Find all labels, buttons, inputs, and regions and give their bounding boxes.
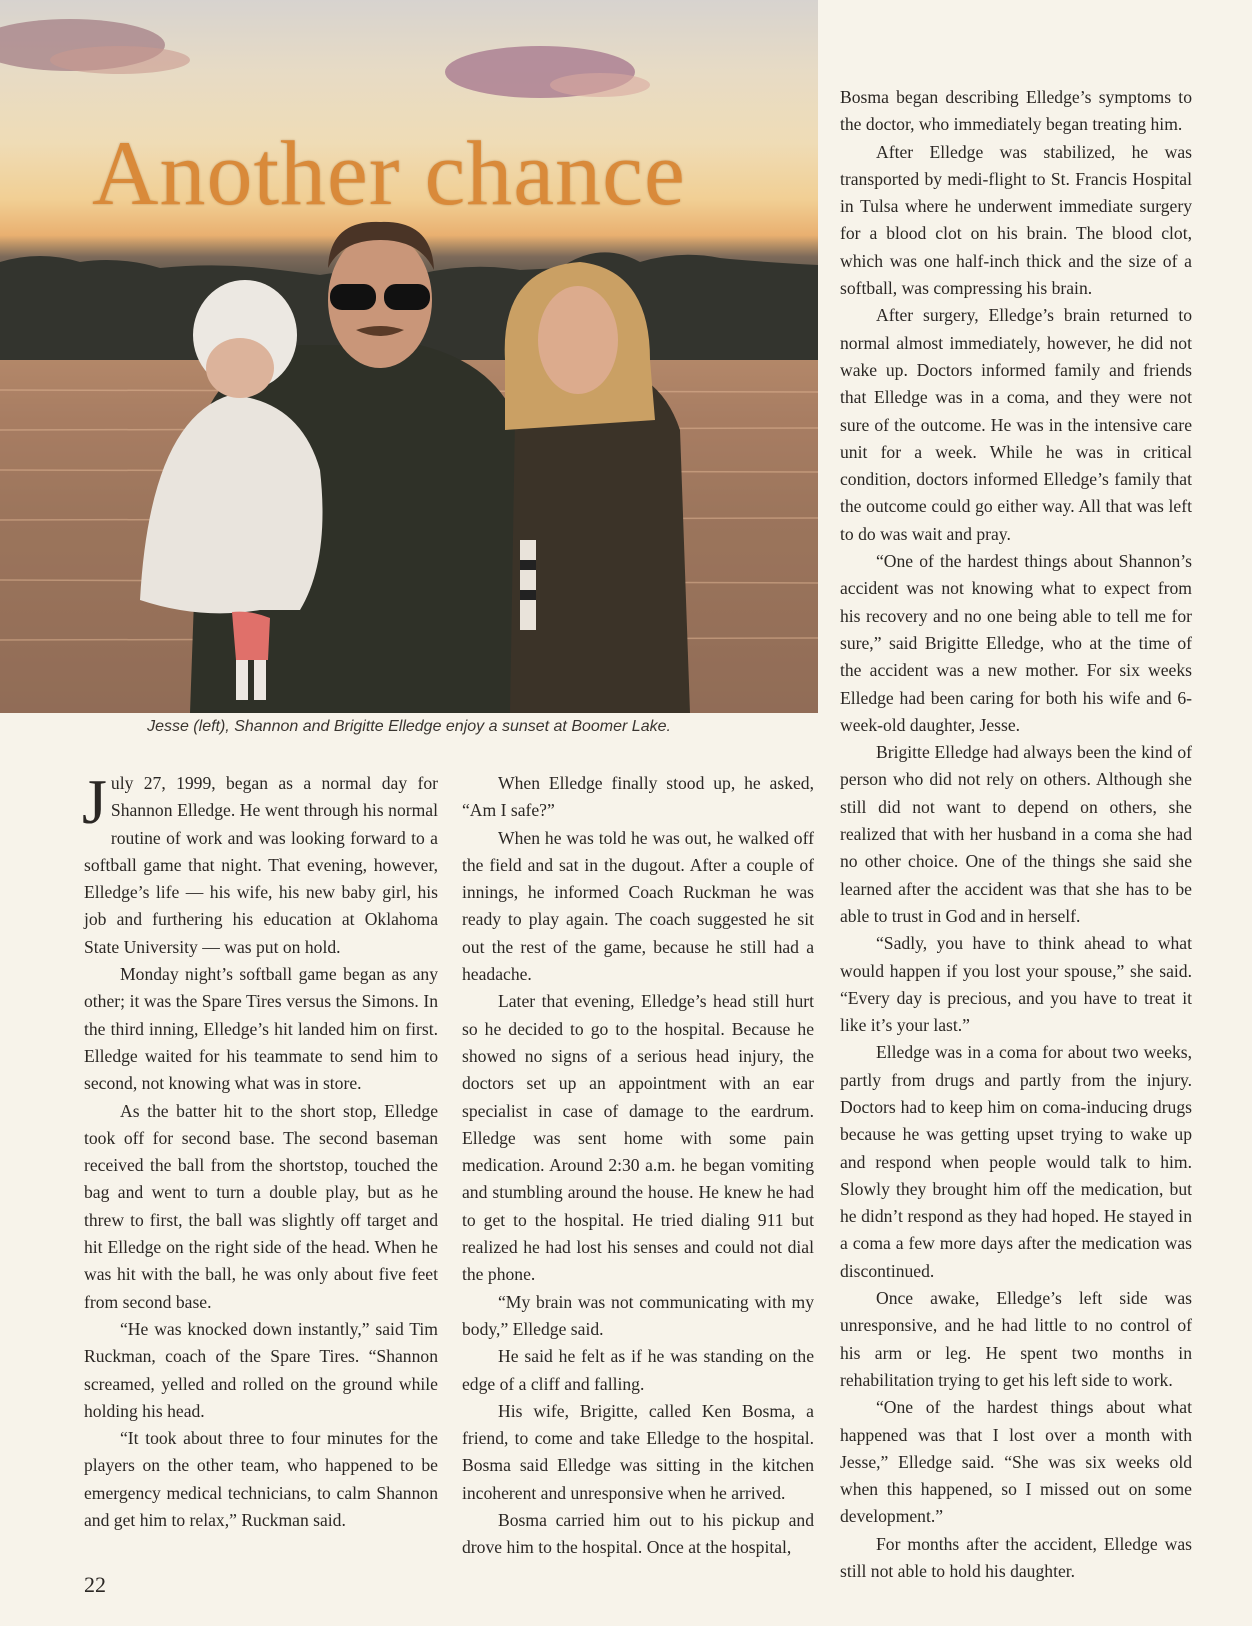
scarf-stripes bbox=[520, 540, 536, 630]
article-paragraph: July 27, 1999, began as a normal day for Shannon Elledge. He went through his normal routine of work and was looking forward to a softball game that night. That evening, however, Elledge’s life — his wife, his new baby girl, his job and furthering his education at Oklahoma State University — was put on hold. bbox=[82, 766, 438, 957]
article-paragraph: His wife, Brigitte, called Ken Bosma, a friend, to come and take Elledge to the hospital. Bosma said Elledge was sitting in the kitchen incoherent and unresponsive when he arrived. bbox=[462, 1400, 814, 1503]
article-paragraph: Once awake, Elledge’s left side was unresponsive, and he had little to no control of his arm or leg. He spent two months in rehabilitation trying to get his left side to work. bbox=[840, 1288, 1192, 1390]
article-paragraph: Monday night’s softball game began as any other; it was the Spare Tires versus the Simons. In the third inning, Elledge’s hit landed him on first. Elledge waited for his teammate to send him to second, not knowing what was in store. bbox=[84, 964, 438, 1094]
baby-leggings bbox=[232, 612, 270, 660]
article-paragraph: Bosma began describing Elledge’s symptoms to the doctor, who immediately began treating him. bbox=[840, 87, 1192, 135]
article-paragraph: Later that evening, Elledge’s head still hurt so he decided to go to the hospital. Because he showed no signs of a serious head injury, the doctors set up an appointment with an ear specialist in case of damage to the eardrum. Elledge was sent home with some pain medication. Around 2:30 a.m. he began vomiting and stumbling around the house. He knew he had to get to the hospital. He tried dialing 911 but realized he had lost his senses and could not dial the phone. bbox=[462, 991, 814, 1285]
cloud bbox=[550, 73, 650, 97]
article-title: Another chance bbox=[92, 122, 686, 224]
cloud bbox=[50, 46, 190, 74]
sunset-photo-illustration bbox=[0, 0, 818, 713]
article-paragraph: Brigitte Elledge had always been the kind of person who did not rely on others. Although she still did not want to depend on others, she realized that with her husband in a coma she had no other choice. One of the things she said she learned after the accident was that she has to be able to trust in God and in herself. bbox=[840, 742, 1192, 926]
baby-face bbox=[206, 338, 274, 398]
article-paragraph: He said he felt as if he was standing on the edge of a cliff and falling. bbox=[462, 1346, 814, 1394]
article-paragraph: As the batter hit to the short stop, Elledge took off for second base. The second baseman received the ball from the shortstop, touched the bag and went to turn a double play, but as he threw to first, the ball was slightly off target and hit Elledge on the right side of the head. When he was hit with the ball, he was only about five feet from second base. bbox=[84, 1100, 438, 1312]
article-paragraph: For months after the accident, Elledge was still not able to hold his daughter. bbox=[840, 1533, 1192, 1582]
photo-caption: Jesse (left), Shannon and Brigitte Elledge enjoy a sunset at Boomer Lake. bbox=[147, 718, 671, 735]
article-paragraph: After surgery, Elledge’s brain returned to normal almost immediately, however, he did not wake up. Doctors informed family and friends that Elledge was in a coma, and they were not sure of the outcome. He was in the intensive care unit for a week. While he was in critical condition, doctors informed Elledge’s family that the outcome could go either way. All that was left to do was wait and pray. bbox=[840, 305, 1192, 544]
article-column-1 bbox=[82, 766, 438, 1534]
article-paragraph: “He was knocked down instantly,” said Tim Ruckman, coach of the Spare Tires. “Shannon screamed, yelled and rolled on the ground while holding his head. bbox=[84, 1318, 438, 1421]
page-number: 22 bbox=[84, 1572, 106, 1597]
article-paragraph: When Elledge finally stood up, he asked, “Am I safe?” bbox=[462, 773, 814, 821]
article-paragraph: “Sadly, you have to think ahead to what would happen if you lost your spouse,” she said. “Every day is precious, and you have to treat it like it’s your last.” bbox=[840, 933, 1192, 1036]
article-paragraph: “My brain was not communicating with my body,” Elledge said. bbox=[462, 1291, 814, 1339]
article-paragraph: “One of the hardest things about what happened was that I lost over a month with Jesse,” Elledge said. “She was six weeks old when this happened, so I missed out on some development.” bbox=[840, 1397, 1192, 1527]
family-photo bbox=[0, 0, 818, 713]
drop-cap: J bbox=[82, 766, 107, 837]
article-paragraph: After Elledge was stabilized, he was transported by medi-flight to St. Francis Hospital in Tulsa where he underwent immediate surgery for a blood clot on his brain. The blood clot, which was one half-inch thick and the size of a softball, was compressing his brain. bbox=[840, 141, 1192, 299]
woman-face bbox=[538, 286, 618, 394]
article-paragraph: “It took about three to four minutes for the players on the other team, who happened to be emergency medical technicians, to calm Shannon and get him to relax,” Ruckman said. bbox=[84, 1428, 438, 1531]
article-paragraph: Bosma carried him out to his pickup and drove him to the hospital. Once at the hospital, bbox=[462, 1510, 814, 1558]
article-column-2 bbox=[462, 770, 814, 1562]
baby-leg bbox=[236, 660, 248, 700]
article-paragraph: “One of the hardest things about Shannon’s accident was not knowing what to expect from his recovery and no one being able to tell me for sure,” said Brigitte Elledge, who at the time of the accident was a new mother. For six weeks Elledge had been caring for both his wife and 6-week-old daughter, Jesse. bbox=[840, 551, 1192, 735]
baby-leg bbox=[254, 660, 266, 700]
article-paragraph: Elledge was in a coma for about two weeks, partly from drugs and partly from the injury. Doctors had to keep him on coma-inducing drugs because he was getting upset trying to wake up and respond when people would talk to him. Slowly they brought him off the medication, but he didn’t respond as they had hoped. He stayed in a coma a few more days after the medication was discontinued. bbox=[840, 1042, 1192, 1281]
scarf-stripes bbox=[520, 560, 536, 570]
article-paragraph: When he was told he was out, he walked off the field and sat in the dugout. After a couple of innings, he informed Coach Ruckman he was ready to play again. The coach suggested he sit out the rest of the game, because he still had a headache. bbox=[462, 827, 814, 985]
scarf-stripes bbox=[520, 590, 536, 600]
sunglasses bbox=[384, 284, 430, 310]
article-column-3 bbox=[840, 84, 1192, 1585]
sunglasses bbox=[330, 284, 376, 310]
